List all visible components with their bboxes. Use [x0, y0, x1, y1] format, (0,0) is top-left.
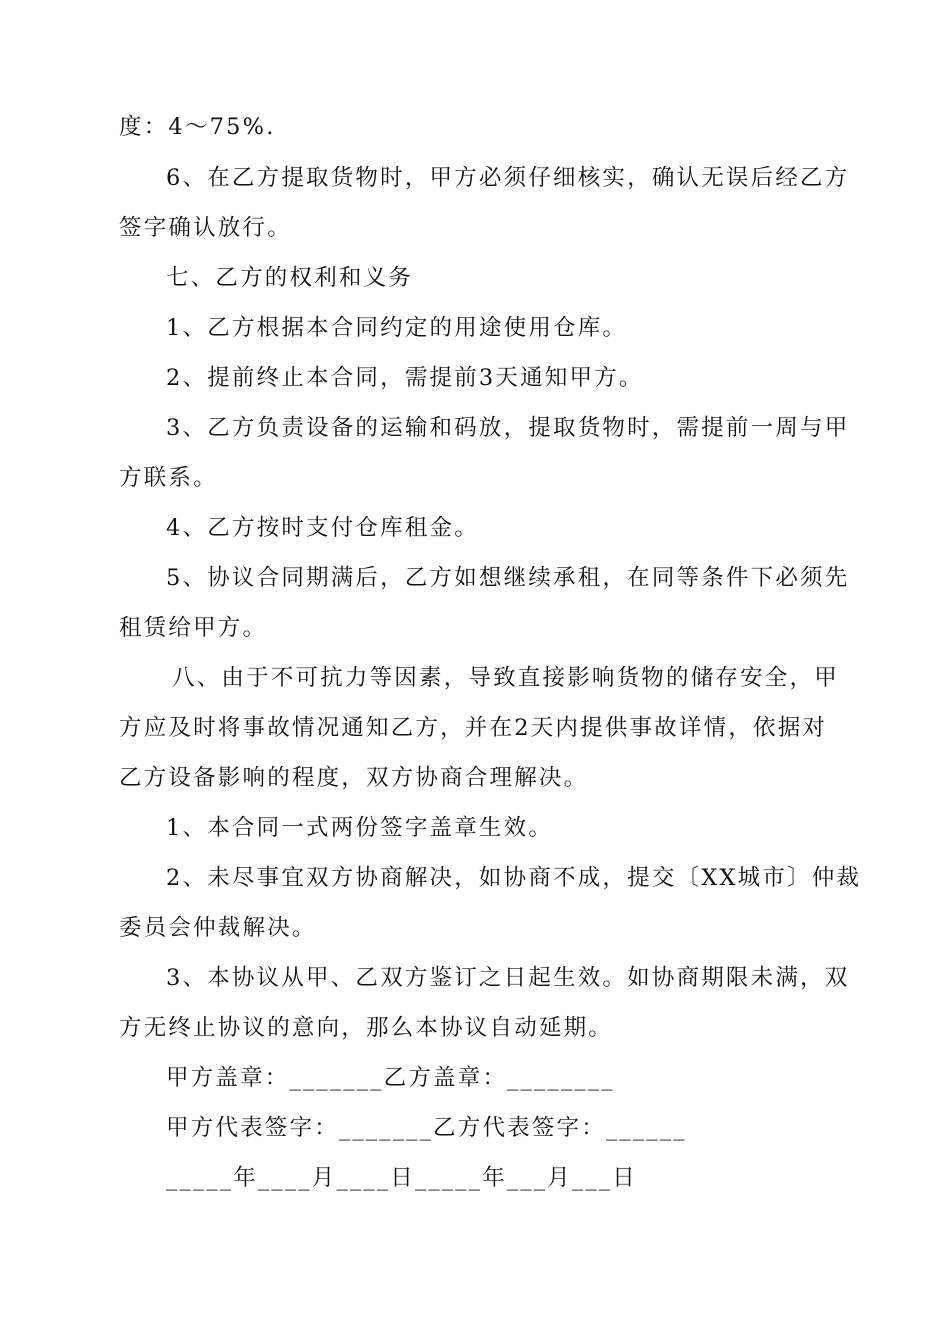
- text-line-7-4: 4、乙方按时支付仓库租金。: [166, 515, 479, 541]
- text-line-final-3: 3、本协议从甲、乙双方鉴订之日起生效。如协商期限未满，双: [166, 965, 850, 991]
- signature-date-line: _____年____月____日_____年___月___日: [166, 1165, 638, 1191]
- text-line-7-3-cont: 方联系。: [119, 465, 218, 491]
- text-line-final-3-cont: 方无终止协议的意向，那么本协议自动延期。: [119, 1015, 614, 1041]
- text-line-grade-range: 度：4～75%.: [119, 114, 276, 140]
- signature-representative-line: 甲方代表签字：_______乙方代表签字：______: [166, 1115, 687, 1141]
- text-line-7-1: 1、乙方根据本合同约定的用途使用仓库。: [166, 315, 628, 341]
- text-line-clause-6: 6、在乙方提取货物时，甲方必须仔细核实，确认无误后经乙方: [166, 165, 850, 191]
- signature-seal-line: 甲方盖章：_______乙方盖章：________: [166, 1065, 615, 1091]
- text-line-7-3: 3、乙方负责设备的运输和码放，提取货物时，需提前一周与甲: [166, 415, 850, 441]
- text-line-final-1: 1、本合同一式两份签字盖章生效。: [166, 815, 554, 841]
- text-line-8-cont-1: 方应及时将事故情况通知乙方，并在2天内提供事故详情，依据对: [119, 715, 828, 741]
- text-line-final-2-cont: 委员会仲裁解决。: [119, 915, 317, 941]
- section-heading-7: 七、乙方的权利和义务: [166, 265, 414, 291]
- text-line-final-2: 2、未尽事宜双方协商解决，如协商不成，提交〔XX城市〕仲裁: [166, 865, 862, 891]
- text-line-7-5-cont: 租赁给甲方。: [119, 615, 268, 641]
- text-line-7-2: 2、提前终止本合同，需提前3天通知甲方。: [166, 365, 644, 391]
- section-heading-8: 八、由于不可抗力等因素，导致直接影响货物的储存安全，甲: [172, 665, 839, 691]
- text-line-7-5: 5、协议合同期满后，乙方如想继续承租，在同等条件下必须先: [166, 565, 850, 591]
- text-line-8-cont-2: 乙方设备影响的程度，双方协商合理解决。: [119, 765, 589, 791]
- text-line-clause-6-cont: 签字确认放行。: [119, 215, 292, 241]
